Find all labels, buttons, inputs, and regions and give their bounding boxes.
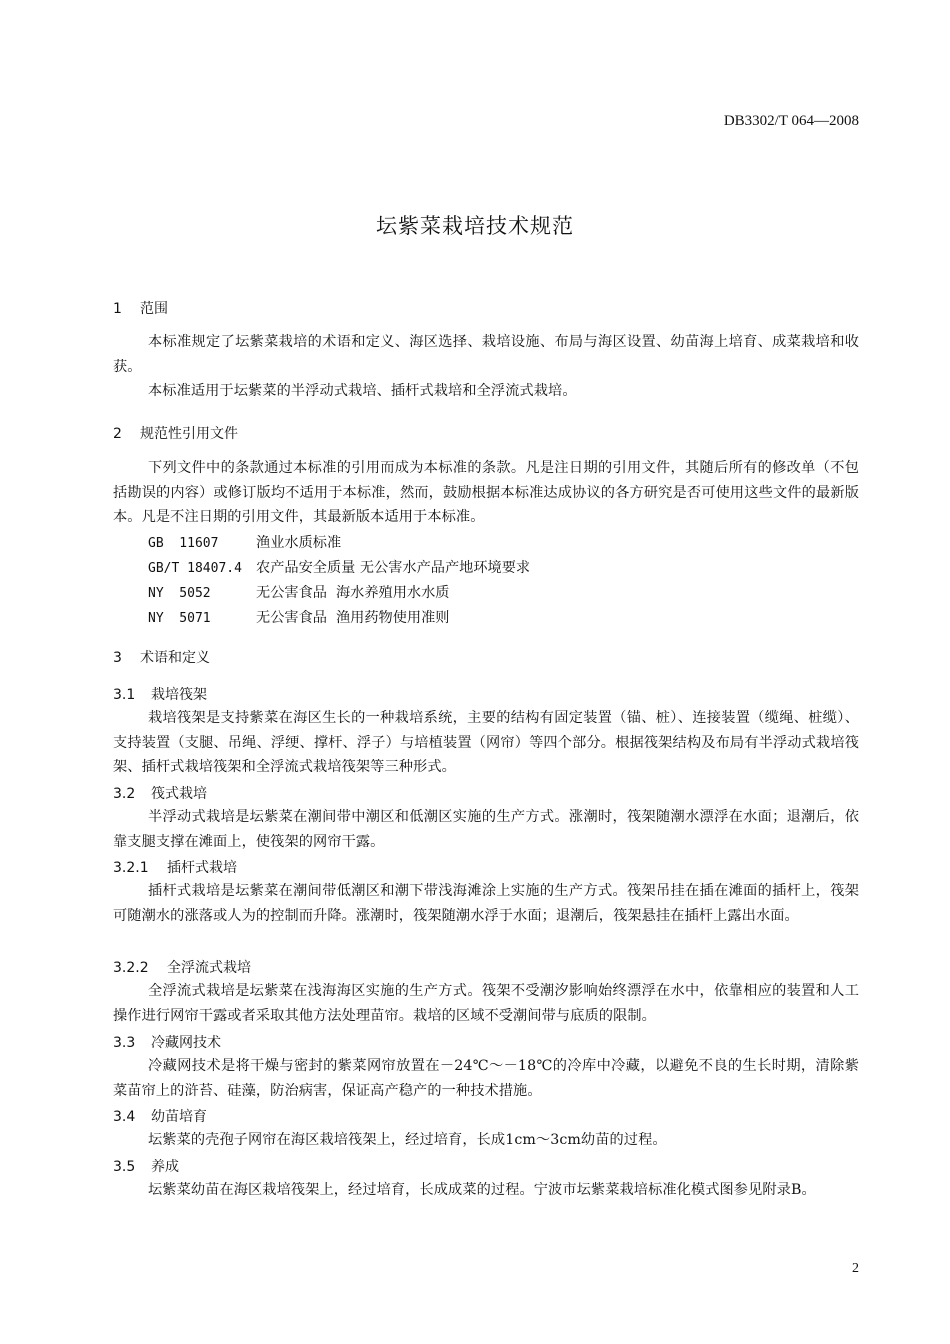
reference-title: 无公害食品 海水养殖用水水质: [256, 585, 450, 601]
paragraph: 本标准规定了坛紫菜栽培的术语和定义、海区选择、栽培设施、布局与海区设置、幼苗海上培育、成菜栽培和收获。: [113, 334, 859, 375]
paragraph: 坛紫菜幼苗在海区栽培筏架上，经过培育，长成成菜的过程。宁波市坛紫菜栽培标准化模式图参见附录B。: [148, 1182, 816, 1198]
section-number: 3.1: [113, 687, 136, 703]
subsection-heading-3-2: [113, 783, 207, 803]
section-heading-3: [113, 647, 210, 667]
section-title: 幼苗培育: [151, 1109, 207, 1125]
subsection-heading-3-4: [113, 1106, 207, 1126]
section-title: 插杆式栽培: [167, 860, 237, 876]
reference-item: [148, 606, 530, 631]
section-number: 3.2.1: [113, 860, 149, 876]
reference-item: [148, 531, 530, 556]
section-title: 范围: [140, 301, 168, 317]
section-number: 3.5: [113, 1159, 136, 1175]
section-title: 术语和定义: [140, 650, 210, 666]
document-code: DB3302/T 064—2008: [723, 113, 859, 129]
paragraph: 冷藏网技术是将干燥与密封的紫菜网帘放置在－24℃～－18℃的冷库中冷藏，以避免不良的生长时期，清除紫菜苗帘上的浒苔、硅藻，防治病害，保证高产稳产的一种技术措施。: [113, 1058, 859, 1099]
reference-item: [148, 556, 530, 581]
section-title: 规范性引用文件: [140, 426, 238, 442]
subsection-heading-3-1: [113, 684, 207, 704]
section-title: 养成: [151, 1159, 179, 1175]
paragraph: 下列文件中的条款通过本标准的引用而成为本标准的条款。凡是注日期的引用文件，其随后所有的修改单（不包括勘误的内容）或修订版均不适用于本标准，然而，鼓励根据本标准达成协议的各方研究是否可使用这些文件的最新版本。凡是不注日期的引用文件，其最新版本适用于本标准。: [113, 460, 859, 525]
section-title: 冷藏网技术: [151, 1035, 221, 1051]
reference-code: NY 5052: [148, 586, 211, 601]
reference-code: GB 11607: [148, 536, 219, 551]
section-title: 栽培筏架: [151, 687, 207, 703]
section-heading-2: [113, 423, 238, 443]
section-title: 全浮流式栽培: [167, 960, 251, 976]
section-title: 筏式栽培: [151, 786, 207, 802]
reference-title: 无公害食品 渔用药物使用准则: [256, 610, 450, 626]
section-number: 3: [113, 650, 122, 666]
subsection-heading-3-3: [113, 1032, 221, 1052]
section-number: 3.3: [113, 1035, 136, 1051]
reference-code: NY 5071: [148, 611, 211, 626]
page-title: 坛紫菜栽培技术规范: [376, 214, 574, 238]
subsection-heading-3-2-2: [113, 957, 251, 977]
reference-title: 农产品安全质量 无公害水产品产地环境要求: [256, 560, 531, 576]
section-heading-1: [113, 298, 168, 318]
paragraph: 坛紫菜的壳孢子网帘在海区栽培筏架上，经过培育，长成1cm～3cm幼苗的过程。: [148, 1132, 667, 1148]
reference-item: [148, 581, 530, 606]
section-number: 1: [113, 301, 122, 317]
paragraph: 栽培筏架是支持紫菜在海区生长的一种栽培系统，主要的结构有固定装置（锚、桩）、连接装置（缆绳、桩缆）、支持装置（支腿、吊绳、浮绠、撑杆、浮子）与培植装置（网帘）等四个部分。根据筏架结构及布局有半浮动式栽培筏架、插杆式栽培筏架和全浮流式栽培筏架等三种形式。: [113, 710, 859, 775]
section-number: 2: [113, 426, 122, 442]
paragraph: 全浮流式栽培是坛紫菜在浅海海区实施的生产方式。筏架不受潮汐影响始终漂浮在水中，依靠相应的装置和人工操作进行网帘干露或者采取其他方法处理苗帘。栽培的区域不受潮间带与底质的限制。: [113, 983, 859, 1024]
page-number: 2: [852, 1261, 859, 1276]
reference-list: [148, 531, 530, 631]
section-number: 3.4: [113, 1109, 136, 1125]
reference-title: 渔业水质标准: [256, 535, 342, 551]
subsection-heading-3-5: [113, 1156, 179, 1176]
subsection-heading-3-2-1: [113, 857, 237, 877]
section-number: 3.2.2: [113, 960, 149, 976]
section-number: 3.2: [113, 786, 136, 802]
reference-code: GB/T 18407.4: [148, 561, 242, 576]
paragraph: 插杆式栽培是坛紫菜在潮间带低潮区和潮下带浅海滩涂上实施的生产方式。筏架吊挂在插在滩面的插杆上，筏架可随潮水的涨落或人为的控制而升降。涨潮时，筏架随潮水浮于水面；退潮后，筏架悬挂在插杆上露出水面。: [113, 883, 859, 924]
paragraph: 本标准适用于坛紫菜的半浮动式栽培、插杆式栽培和全浮流式栽培。: [148, 383, 577, 399]
paragraph: 半浮动式栽培是坛紫菜在潮间带中潮区和低潮区实施的生产方式。涨潮时，筏架随潮水漂浮在水面；退潮后，依靠支腿支撑在滩面上，使筏架的网帘干露。: [113, 809, 859, 850]
